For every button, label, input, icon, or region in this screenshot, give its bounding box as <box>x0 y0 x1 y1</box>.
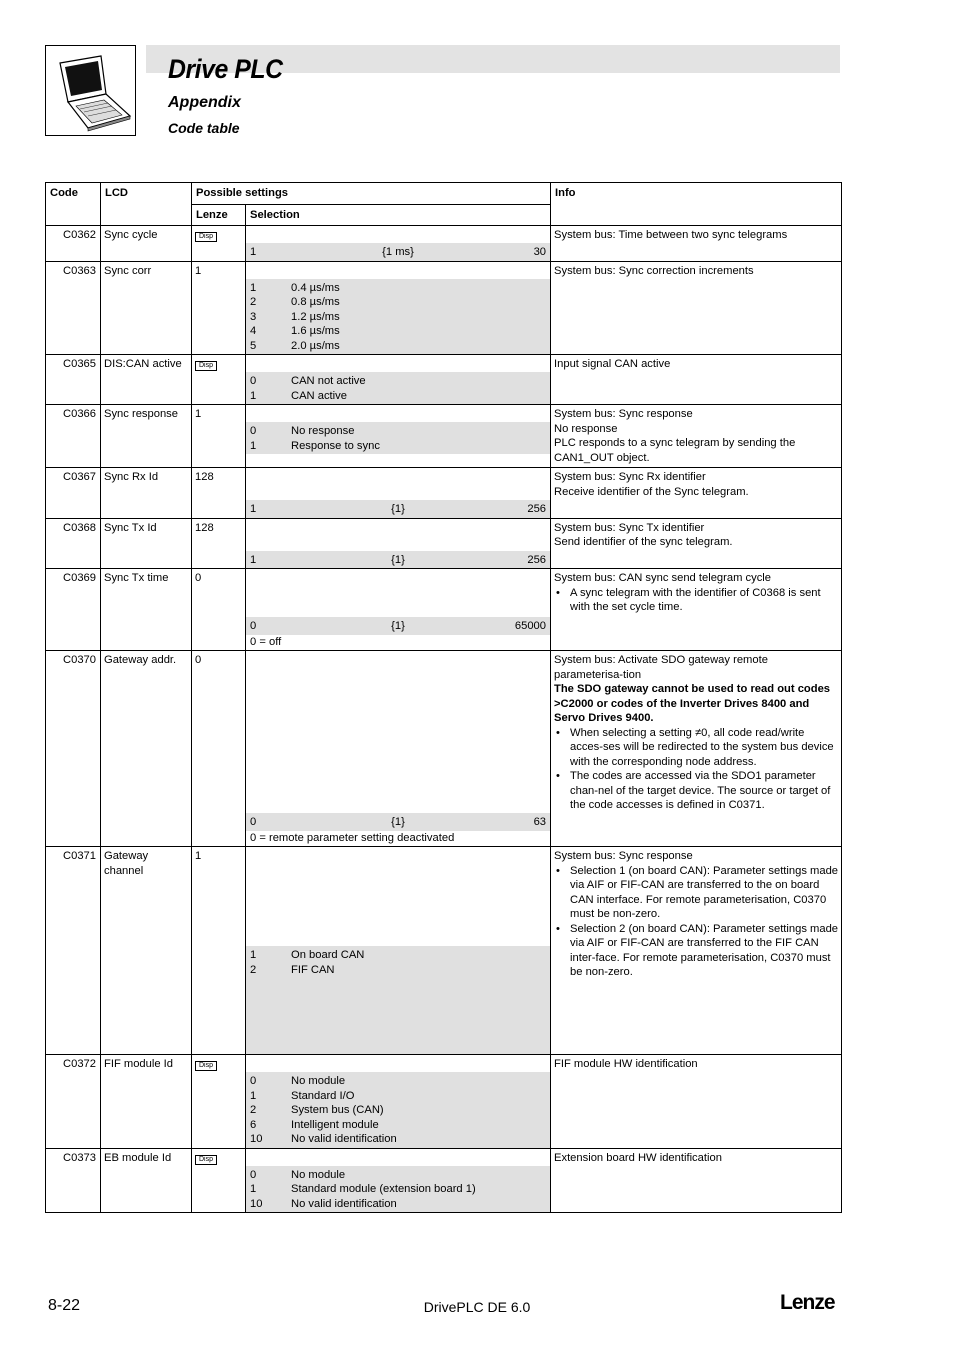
header-icon-frame <box>45 45 136 136</box>
option-value: 4 <box>250 325 257 337</box>
disp-badge: Disp <box>195 1061 217 1071</box>
lcd-cell: Sync response <box>101 405 192 468</box>
selection-cell <box>246 518 551 569</box>
lcd-cell: Sync Tx time <box>101 569 192 651</box>
info-text: System bus: Sync Rx identifier <box>554 471 706 483</box>
selection-option <box>250 310 546 325</box>
lcd-cell: Sync corr <box>101 261 192 355</box>
option-value: 1 <box>250 1089 257 1102</box>
option-value: 1 <box>250 389 257 402</box>
info-cell <box>551 847 842 1055</box>
selection-option <box>250 324 546 339</box>
info-bullets <box>554 726 838 813</box>
option-label: 0.4 µs/ms <box>291 281 340 294</box>
info-bullets <box>554 864 838 980</box>
lenze-cell: 1 <box>192 847 246 1055</box>
info-cell <box>551 226 842 262</box>
option-value: 0 <box>250 375 257 387</box>
info-text: System bus: Sync Tx identifier <box>554 521 705 534</box>
selection-option <box>250 389 546 404</box>
lcd-cell: FIF module Id <box>101 1055 192 1149</box>
lenze-cell: 128 <box>192 468 246 519</box>
range-max: 256 <box>527 503 547 515</box>
selection-option <box>250 439 546 454</box>
range-row <box>250 619 546 634</box>
info-bullet: • Selection 2 (on board CAN): Parameter settings made via AIF or FIF-CAN are transferred to the FIF CAN inter-face. For remote parameterisation, C0370 must be non-zero. <box>554 922 838 980</box>
page-number: 8-22 <box>48 1297 81 1314</box>
selection-option <box>250 1089 546 1104</box>
selection-spacer <box>246 468 550 500</box>
selection-option <box>250 1197 546 1212</box>
range-min: 1 <box>250 246 257 258</box>
info-bullets <box>554 586 838 615</box>
selection-values <box>246 422 550 454</box>
info-text: PLC responds to a sync telegram by sending the CAN1_OUT object. <box>554 437 796 464</box>
code-cell: C0366 <box>46 405 101 468</box>
chapter-title: Appendix <box>168 94 241 111</box>
info-text: Receive identifier of the Sync telegram. <box>554 485 749 498</box>
selection-spacer <box>246 1149 550 1166</box>
option-value: 10 <box>250 1133 263 1145</box>
option-value: 6 <box>250 1118 257 1131</box>
selection-option <box>250 948 546 963</box>
lenze-cell: 128 <box>192 518 246 569</box>
option-label: No module <box>291 1075 346 1087</box>
info-text: FIF module HW identification <box>554 1058 698 1070</box>
selection-note: 0 = remote parameter setting deactivated <box>250 831 455 844</box>
selection-spacer <box>246 262 550 279</box>
selection-spacer <box>246 651 550 813</box>
option-label: No module <box>291 1168 346 1181</box>
option-value: 1 <box>250 949 257 961</box>
code-cell: C0372 <box>46 1055 101 1149</box>
code-cell: C0365 <box>46 355 101 405</box>
range-max: 63 <box>533 816 547 828</box>
selection-values <box>246 279 550 355</box>
lenze-cell <box>192 355 246 405</box>
range-min: 0 <box>250 816 257 828</box>
range-max: 256 <box>527 553 547 566</box>
info-text: Send identifier of the sync telegram. <box>554 536 733 548</box>
selection-values <box>246 243 550 261</box>
info-text: System bus: Time between two sync telegrams <box>554 229 788 241</box>
info-cell <box>551 261 842 355</box>
option-value: 1 <box>250 1183 257 1195</box>
info-cell <box>551 518 842 569</box>
code-cell: C0367 <box>46 468 101 519</box>
info-bullet: • When selecting a setting ≠0, all code read/write acces-ses will be redirected to the system bus device with the corresponding node address. <box>554 726 838 770</box>
disp-badge: Disp <box>195 1155 217 1165</box>
section-title: Code table <box>168 120 240 136</box>
info-warning: The SDO gateway cannot be used to read out codes >C2000 or codes of the Inverter Drives 8400 and Servo Drives 9400. <box>554 683 831 724</box>
selection-option <box>250 1118 546 1133</box>
col-header-info: Info <box>551 183 842 226</box>
lenze-cell <box>192 226 246 262</box>
code-cell: C0369 <box>46 569 101 651</box>
table-row <box>46 847 842 1055</box>
option-value: 0 <box>250 1168 257 1181</box>
info-cell <box>551 1148 842 1213</box>
selection-values <box>246 1072 550 1148</box>
lenze-cell <box>192 1148 246 1213</box>
info-text: Extension board HW identification <box>554 1151 722 1164</box>
code-cell: C0363 <box>46 261 101 355</box>
selection-cell <box>246 847 551 1055</box>
col-header-possible-settings: Possible settings <box>192 183 551 205</box>
selection-values <box>246 1166 550 1213</box>
selection-cell <box>246 405 551 468</box>
code-cell: C0368 <box>46 518 101 569</box>
selection-values <box>246 946 550 1054</box>
info-cell <box>551 651 842 847</box>
lcd-cell: Sync Tx Id <box>101 518 192 569</box>
option-label: 1.2 µs/ms <box>291 310 340 323</box>
code-cell: C0362 <box>46 226 101 262</box>
selection-spacer <box>246 405 550 422</box>
lenze-cell: 0 <box>192 569 246 651</box>
selection-option <box>250 424 546 439</box>
range-row <box>250 502 546 517</box>
col-header-code: Code <box>46 183 101 226</box>
brand-logo: Lenze <box>780 1291 835 1314</box>
option-label: Standard module (extension board 1) <box>291 1183 476 1195</box>
option-label: 2.0 µs/ms <box>291 339 340 352</box>
selection-values <box>246 500 550 518</box>
option-value: 1 <box>250 281 257 294</box>
range-row <box>250 553 546 568</box>
table-row <box>46 261 842 355</box>
table-row <box>46 1148 842 1213</box>
info-bullet: • The codes are accessed via the SDO1 parameter chan-nel of the target device. The source or target of the code accesses is defined in C0371. <box>554 769 838 813</box>
selection-values <box>246 372 550 404</box>
page-title: Drive PLC <box>168 54 283 84</box>
selection-note: 0 = off <box>250 635 282 648</box>
code-cell: C0370 <box>46 651 101 847</box>
range-increment: {1 ms} <box>382 246 414 258</box>
info-cell <box>551 355 842 405</box>
option-label: 0.8 µs/ms <box>291 296 340 308</box>
lcd-cell: Sync cycle <box>101 226 192 262</box>
option-value: 10 <box>250 1197 263 1210</box>
option-label: Standard I/O <box>291 1089 355 1102</box>
selection-option <box>250 295 546 310</box>
selection-option <box>250 1074 546 1089</box>
option-label: CAN active <box>291 389 347 402</box>
table-row <box>46 569 842 651</box>
info-text: System bus: CAN sync send telegram cycle <box>554 572 772 584</box>
code-table <box>45 182 842 1213</box>
code-cell: C0373 <box>46 1148 101 1213</box>
col-header-selection: Selection <box>246 204 551 226</box>
selection-cell <box>246 651 551 847</box>
lenze-cell: 1 <box>192 261 246 355</box>
selection-spacer <box>246 355 550 372</box>
table-row <box>46 405 842 468</box>
lenze-cell <box>192 1055 246 1149</box>
lcd-cell: EB module Id <box>101 1148 192 1213</box>
selection-spacer <box>246 519 550 551</box>
disp-badge: Disp <box>195 361 217 371</box>
info-cell <box>551 569 842 651</box>
info-text: System bus: Activate SDO gateway remote parameterisa-tion <box>554 654 768 681</box>
option-value: 1 <box>250 439 257 452</box>
range-min: 0 <box>250 620 257 632</box>
selection-cell <box>246 226 551 262</box>
option-label: 1.6 µs/ms <box>291 325 340 337</box>
info-text: System bus: Sync response <box>554 408 693 420</box>
lenze-cell: 1 <box>192 405 246 468</box>
col-header-lenze: Lenze <box>192 204 246 226</box>
col-header-lcd: LCD <box>101 183 192 226</box>
range-row <box>250 815 546 830</box>
selection-option <box>250 1132 546 1147</box>
option-value: 5 <box>250 339 257 352</box>
info-cell <box>551 468 842 519</box>
selection-cell <box>246 1148 551 1213</box>
lcd-cell: Gateway addr. <box>101 651 192 847</box>
info-text: No response <box>554 422 618 435</box>
lcd-cell: DIS:CAN active <box>101 355 192 405</box>
option-label: Intelligent module <box>291 1118 379 1131</box>
option-value: 2 <box>250 1104 257 1116</box>
lcd-cell: Sync Rx Id <box>101 468 192 519</box>
range-increment: {1} <box>391 620 405 632</box>
info-text: System bus: Sync response <box>554 850 693 862</box>
selection-cell <box>246 355 551 405</box>
table-row <box>46 651 842 847</box>
lcd-cell: Gateway channel <box>101 847 192 1055</box>
table-row <box>46 355 842 405</box>
info-cell <box>551 1055 842 1149</box>
option-label: Response to sync <box>291 439 380 452</box>
selection-cell <box>246 261 551 355</box>
selection-option <box>250 374 546 389</box>
option-value: 0 <box>250 1075 257 1087</box>
range-min: 1 <box>250 503 257 515</box>
selection-values <box>246 551 550 569</box>
info-text: System bus: Sync correction increments <box>554 264 754 277</box>
option-label: FIF CAN <box>291 963 335 976</box>
range-row <box>250 245 546 260</box>
table-row <box>46 1055 842 1149</box>
selection-option <box>250 963 546 978</box>
code-cell: C0371 <box>46 847 101 1055</box>
option-value: 3 <box>250 310 257 323</box>
range-increment: {1} <box>391 553 405 566</box>
table-row <box>46 468 842 519</box>
lenze-cell: 0 <box>192 651 246 847</box>
option-label: On board CAN <box>291 949 365 961</box>
laptop-icon <box>46 46 135 135</box>
info-bullet: • A sync telegram with the identifier of C0368 is sent with the set cycle time. <box>554 586 838 615</box>
option-label: System bus (CAN) <box>291 1104 384 1116</box>
selection-spacer <box>246 226 550 243</box>
disp-badge: Disp <box>195 232 217 242</box>
info-bullet: • Selection 1 (on board CAN): Parameter settings made via AIF or FIF-CAN are transferred to the on board CAN interface. For remote parameterisation, C0370 must be non-zero. <box>554 864 838 922</box>
table-row <box>46 226 842 262</box>
range-increment: {1} <box>391 503 405 515</box>
selection-option <box>250 1182 546 1197</box>
selection-option <box>250 339 546 354</box>
selection-spacer <box>246 569 550 617</box>
selection-option <box>250 1103 546 1118</box>
selection-cell <box>246 468 551 519</box>
selection-values <box>246 617 550 635</box>
selection-option <box>250 1168 546 1183</box>
selection-values <box>246 813 550 831</box>
option-label: No valid identification <box>291 1197 397 1210</box>
option-label: No valid identification <box>291 1133 397 1145</box>
option-label: CAN not active <box>291 375 366 387</box>
range-max: 30 <box>533 246 547 258</box>
range-min: 1 <box>250 553 257 566</box>
selection-cell <box>246 569 551 651</box>
selection-spacer <box>246 1055 550 1072</box>
range-increment: {1} <box>391 816 405 828</box>
table-row <box>46 518 842 569</box>
option-label: No response <box>291 425 355 437</box>
range-max: 65000 <box>514 620 547 632</box>
info-text: Input signal CAN active <box>554 358 671 370</box>
info-cell <box>551 405 842 468</box>
option-value: 2 <box>250 963 257 976</box>
option-value: 0 <box>250 425 257 437</box>
selection-cell <box>246 1055 551 1149</box>
option-value: 2 <box>250 296 257 308</box>
selection-option <box>250 281 546 296</box>
selection-spacer <box>246 847 550 946</box>
document-id: DrivePLC DE 6.0 <box>423 1299 531 1315</box>
